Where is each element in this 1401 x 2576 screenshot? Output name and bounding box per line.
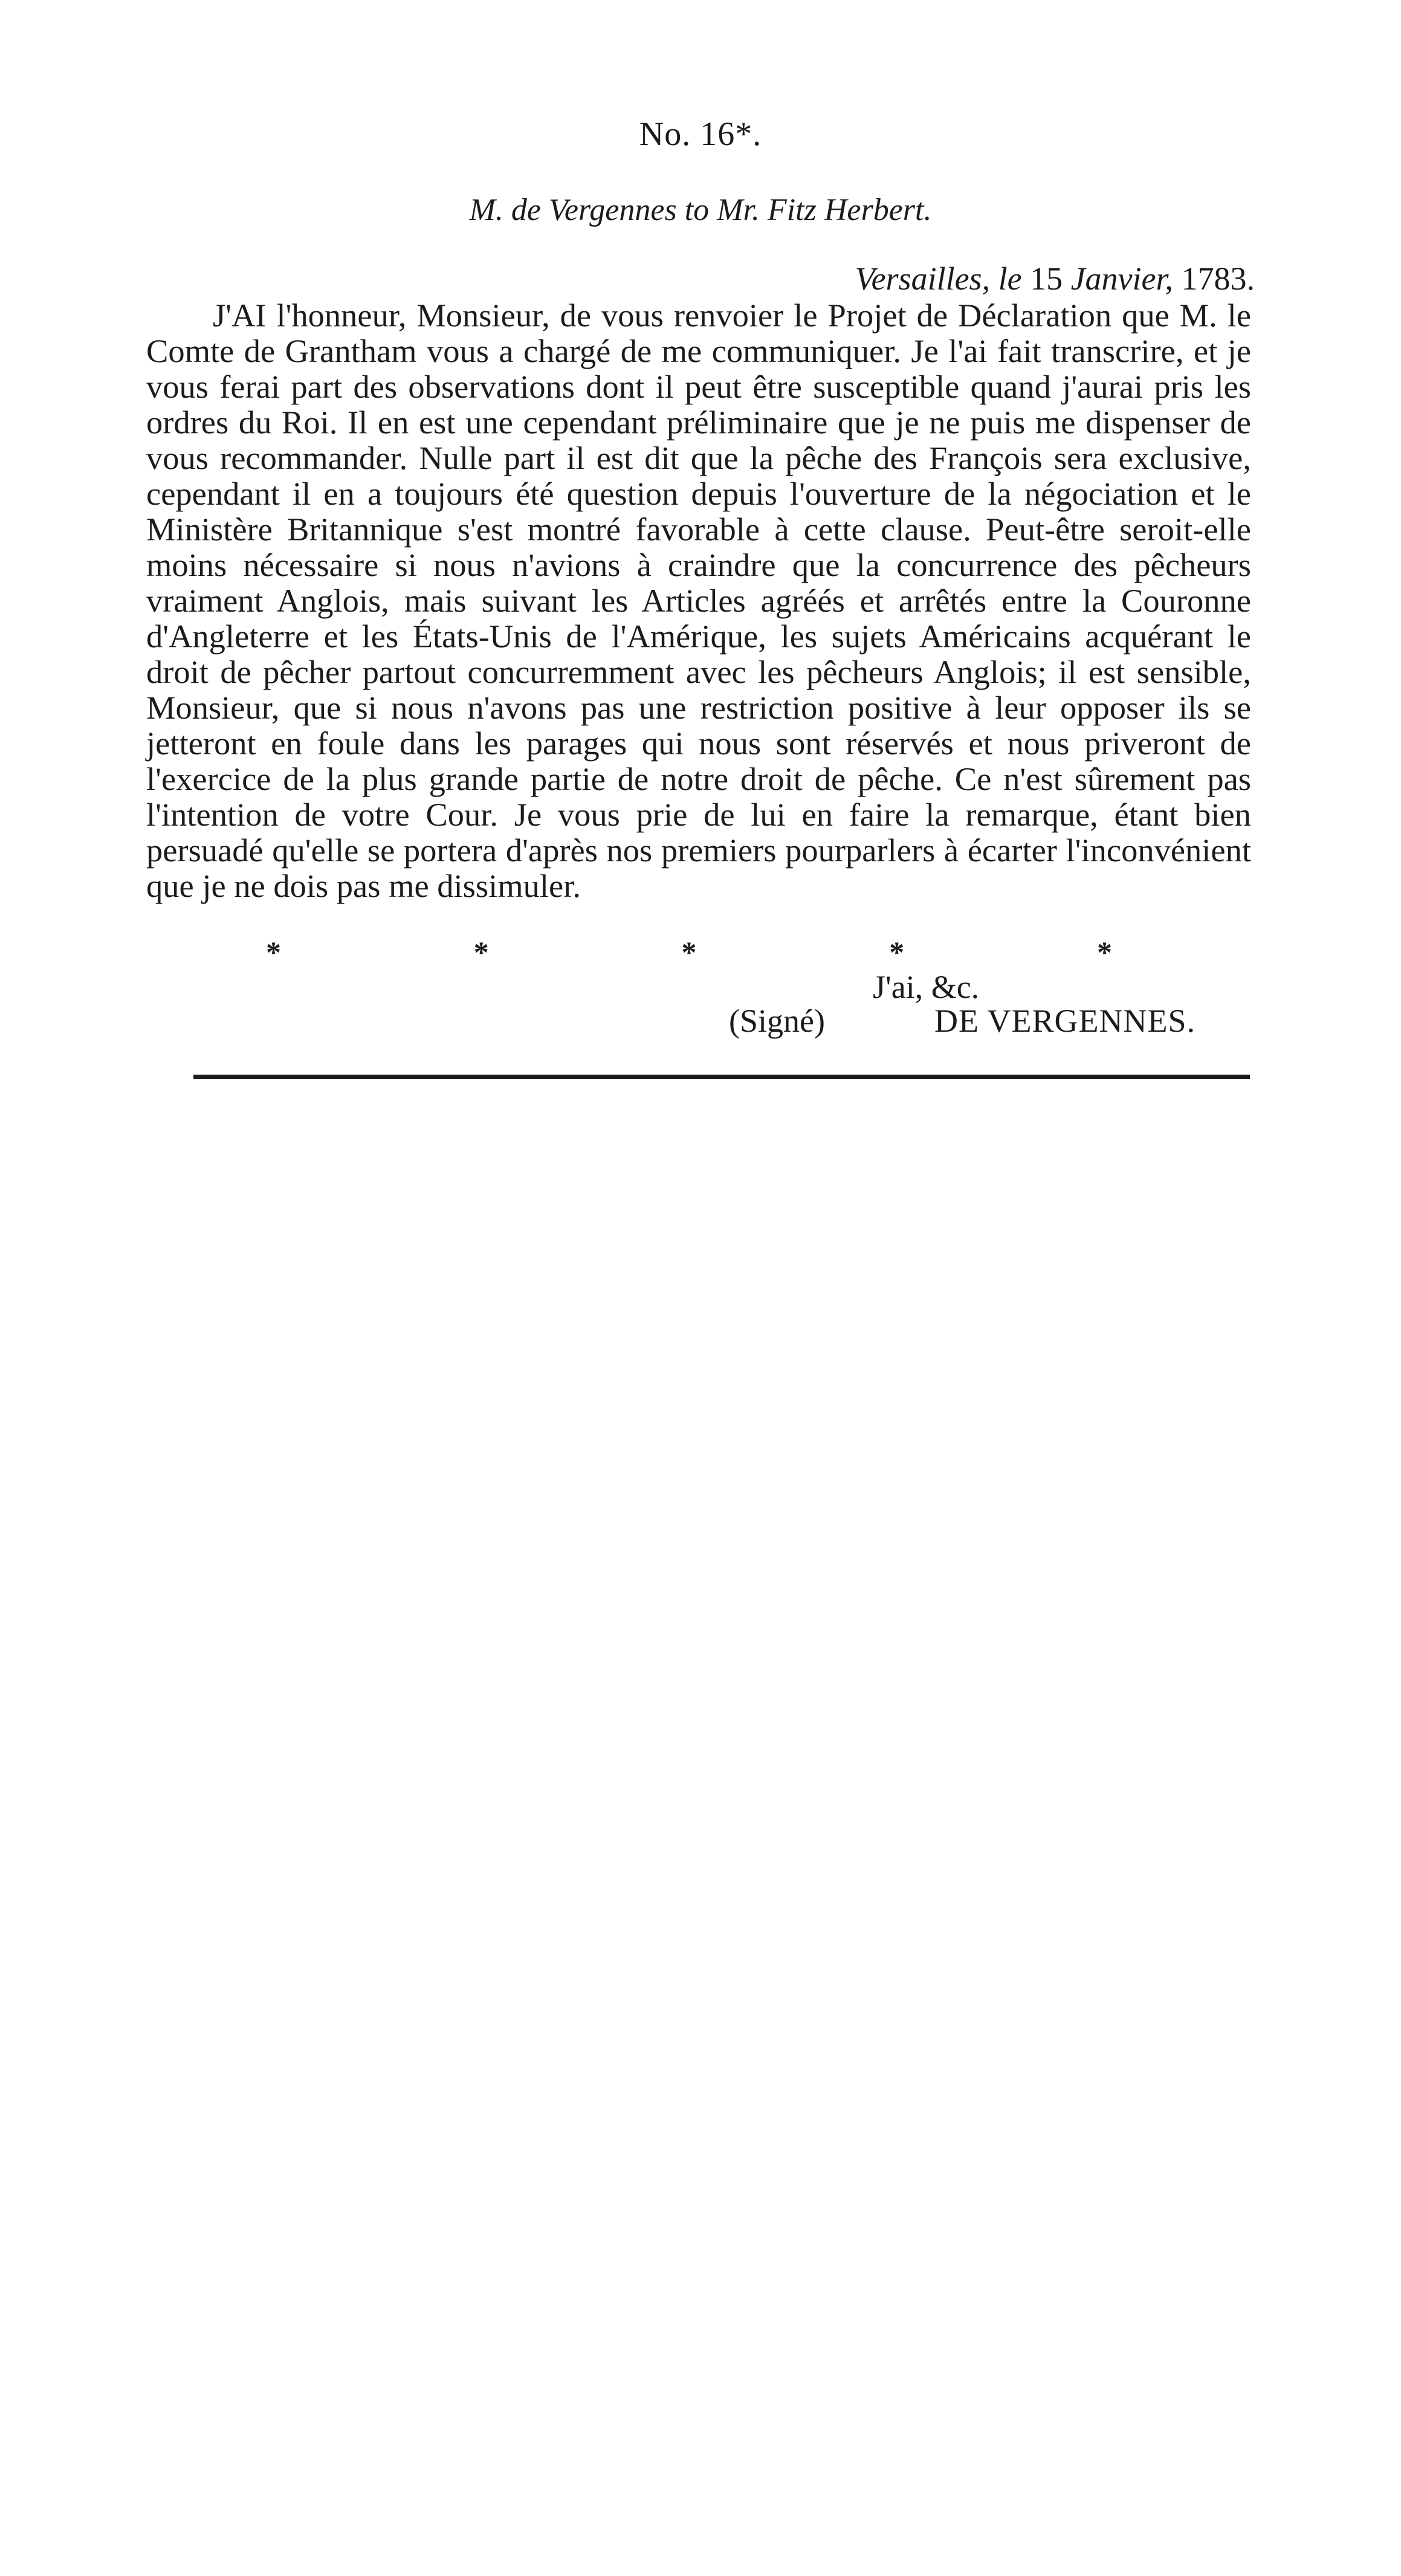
- dateline-year: 1783.: [1181, 261, 1255, 297]
- asterisk: *: [1097, 935, 1112, 969]
- dateline-month: Janvier,: [1070, 261, 1173, 297]
- signatory-name: DE VERGENNES.: [934, 1003, 1196, 1039]
- dateline-place: Versailles,: [855, 261, 991, 297]
- asterisk: *: [266, 935, 281, 969]
- asterisk: *: [889, 935, 905, 969]
- dateline: [855, 260, 1255, 297]
- signature-line: [729, 1002, 1196, 1040]
- asterisk: *: [681, 935, 697, 969]
- asterisk-row: [266, 934, 1112, 969]
- dateline-le: le: [998, 261, 1022, 297]
- asterisk: *: [473, 935, 489, 969]
- document-number: No. 16*.: [639, 115, 762, 153]
- body-paragraph: J'AI l'honneur, Monsieur, de vous renvoier le Projet de Déclaration que M. le Comte de Grantham vous a chargé de me communiquer. Je l'ai fait transcrire, et je vous ferai part des observations dont il peut être susceptible quand j'aurai pris les ordres du Roi. Il en est une cependant préliminaire que je ne puis me dispenser de vous recommander. Nulle part il est dit que la pêche des François sera exclusive, cependant il en a toujours été question depuis l'ouverture de la négociation et le Ministère Britannique s'est montré favorable à cette clause. Peut-être seroit-elle moins nécessaire si nous n'avions à craindre que la concurrence des pêcheurs vraiment Anglois, mais suivant les Articles agréés et arrêtés entre la Couronne d'Angleterre et les États-Unis de l'Amérique, les sujets Américains acquérant le droit de pêcher partout concurremment avec les pêcheurs Anglois; il est sensible, Monsieur, que si nous n'avons pas une restriction positive à leur opposer ils se jetteront en foule dans les parages qui nous sont réservés et nous priveront de l'exercice de la plus grande partie de notre droit de pêche. Ce n'est sûrement pas l'intention de votre Cour. Je vous prie de lui en faire la remarque, étant bien persuadé qu'elle se portera d'après nos premiers pourparlers à écarter l'inconvénient que je ne dois pas me dissimuler.: [146, 297, 1251, 904]
- signed-label: (Signé): [729, 1003, 825, 1039]
- letter-body: [146, 297, 1251, 904]
- closing-formula: J'ai, &c.: [873, 969, 980, 1005]
- closing-rule: [193, 1075, 1250, 1079]
- dateline-day: 15: [1030, 261, 1063, 297]
- letter-heading: M. de Vergennes to Mr. Fitz Herbert.: [469, 193, 932, 227]
